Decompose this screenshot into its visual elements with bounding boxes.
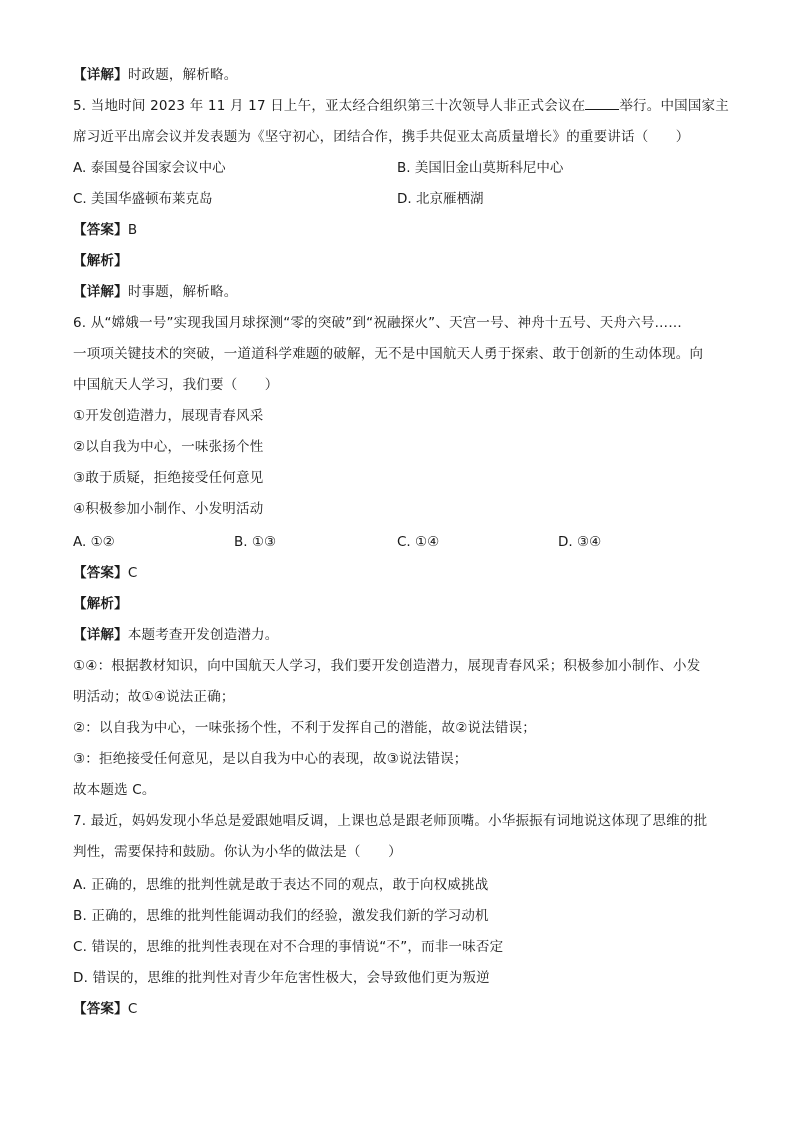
detail-text: 时政题，解析略。: [127, 67, 238, 83]
q5-stem-line2: 席习近平出席会议并发表题为《坚守初心，团结合作，携手共促亚太高质量增长》的重要讲话（ ）: [73, 129, 690, 145]
q5-stem-pre: 5. 当地时间 2023 年 11 月 17 日上午，亚太经合组织第三十次领导人非正式会议在: [73, 98, 586, 114]
q6-stem-line1: 6. 从“嫦娥一号”实现我国月球探测“零的突破”到“祝融探火”、天宫一号、神舟十五号、天舟六号……: [73, 315, 682, 331]
q6-option-a: A. ①②: [73, 534, 115, 550]
q6-option-d: D. ③④: [558, 534, 602, 550]
detail-tag: 【详解】: [73, 67, 128, 83]
q6-answer: [73, 564, 137, 582]
detail-line: [73, 66, 237, 84]
q5-detail-text: 时事题，解析略。: [127, 284, 238, 300]
q6-explain-2: 明活动；故①④说法正确；: [73, 689, 235, 705]
q7-answer: [73, 1000, 137, 1018]
q5-stem-post: 举行。中国国家主: [619, 98, 729, 114]
q6-option-c: C. ①④: [397, 534, 440, 550]
q7-option-a: A. 正确的，思维的批判性就是敢于表达不同的观点，敢于向权威挑战: [73, 877, 489, 893]
q7-stem-line1: 7. 最近，妈妈发现小华总是爱跟她唱反调，上课也总是跟老师顶嘴。小华振振有词地说这体现了思维的批: [73, 813, 708, 829]
q5-blank: [585, 97, 619, 110]
q6-detail-tag: 【详解】: [73, 627, 128, 643]
q7-stem-line2: 判性，需要保持和鼓励。你认为小华的做法是（ ）: [73, 844, 402, 860]
q5-analysis: [73, 252, 128, 270]
q7-answer-value: C: [127, 1001, 138, 1017]
q5-answer-value: B: [127, 222, 138, 238]
q5-stem-line1: [73, 97, 729, 115]
q6-stem-line2: 一项项关键技术的突破，一道道科学难题的破解，无不是中国航天人勇于探索、敢于创新的生动体现。向: [73, 346, 704, 362]
q6-item-3: ③敢于质疑，拒绝接受任何意见: [73, 470, 264, 486]
q5-option-b: B. 美国旧金山莫斯科尼中心: [397, 160, 564, 176]
q6-stem-line3: 中国航天人学习，我们要（ ）: [73, 377, 279, 393]
q5-answer: [73, 221, 137, 239]
q6-explain-4: ③：拒绝接受任何意见，是以自我为中心的表现，故③说法错误；: [73, 751, 468, 767]
q5-answer-tag: 【答案】: [73, 222, 128, 238]
q6-explain-3: ②：以自我为中心，一味张扬个性，不利于发挥自己的潜能，故②说法错误；: [73, 720, 537, 736]
q6-option-b: B. ①③: [234, 534, 277, 550]
q6-item-2: ②以自我为中心，一味张扬个性: [73, 439, 264, 455]
q5-option-a: A. 泰国曼谷国家会议中心: [73, 160, 226, 176]
q6-item-1: ①开发创造潜力，展现青春风采: [73, 408, 264, 424]
q6-detail: [73, 626, 279, 644]
q7-option-d: D. 错误的，思维的批判性对青少年危害性极大，会导致他们更为叛逆: [73, 970, 490, 986]
q7-option-b: B. 正确的，思维的批判性能调动我们的经验，激发我们新的学习动机: [73, 908, 489, 924]
q6-explain-1: ①④：根据教材知识，向中国航天人学习，我们要开发创造潜力，展现青春风采；积极参加小制作、小发: [73, 658, 701, 674]
q6-detail-text: 本题考查开发创造潜力。: [127, 627, 279, 643]
q7-answer-tag: 【答案】: [73, 1001, 128, 1017]
q7-option-c: C. 错误的，思维的批判性表现在对不合理的事情说“不”，而非一味否定: [73, 939, 504, 955]
q5-option-d: D. 北京雁栖湖: [397, 191, 484, 207]
q6-answer-tag: 【答案】: [73, 565, 128, 581]
q6-item-4: ④积极参加小制作、小发明活动: [73, 501, 264, 517]
q6-answer-value: C: [127, 565, 138, 581]
q5-option-c: C. 美国华盛顿布莱克岛: [73, 191, 213, 207]
q6-explain-5: 故本题选 C。: [73, 782, 156, 798]
q5-detail-tag: 【详解】: [73, 284, 128, 300]
q5-analysis-tag: 【解析】: [73, 253, 128, 269]
q6-analysis-tag: 【解析】: [73, 596, 128, 612]
q6-analysis: [73, 595, 128, 613]
q5-detail: [73, 283, 237, 301]
